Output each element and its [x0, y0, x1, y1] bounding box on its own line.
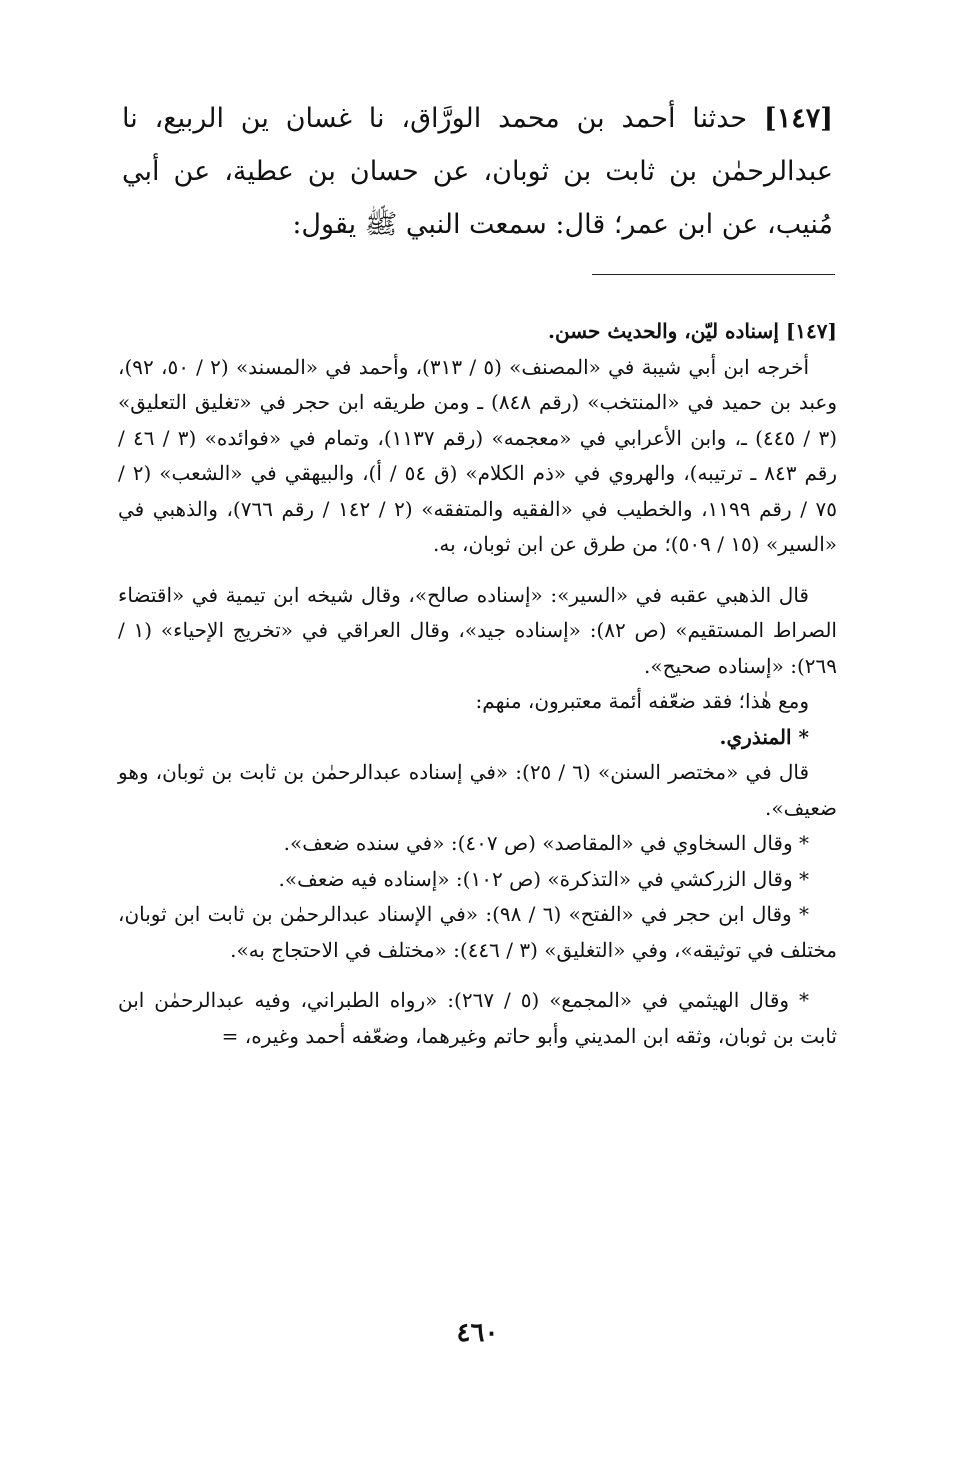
takhrij-paragraph: أخرجه ابن أبي شيبة في «المصنف» (٥ / ٣١٣)، وأحمد في «المسند» (٢ / ٥٠، ٩٢)، وعبد بن حميد في «المنتخب» (رقم ٨٤٨) ـ ومن طريقه ابن حجر في «تغليق التعليق» (٣ / ٤٤٥) ـ، وابن الأعرابي في «معجمه» (رقم ١١٣٧)، وتمام في «فوائده» (٣ / ٤٦ / رقم ٨٤٣ ـ ترتيبه)، والهروي في «ذم الكلام» (ق ٥٤ / أ)، والبيهقي في «الشعب» (٢ / ٧٥ / رقم ١١٩٩، والخطيب في «الفقيه والمتفقه» (٢ / ١٤٢ / رقم ٧٦٦)، والذهبي في «السير» (١٥ / ٥٠٩)؛ من طرق عن ابن ثوبان، به.	[118, 354, 838, 556]
sakhawi-paragraph: * وقال السخاوي في «المقاصد» (ص ٤٠٧): «في سنده ضعف».	[283, 831, 809, 855]
hadith-text: حدثنا أحمد بن محمد الورَّاق، نا غسان ين الربيع، نا عبدالرحمٰن بن ثابت بن ثوبان، عن حسان بن عطية، عن أبي مُنيب، عن ابن عمر؛ قال: سمعت النبي ﷺ يقول:	[122, 103, 833, 240]
zarkashi-paragraph: * وقال الزركشي في «التذكرة» (ص ١٠٢): «إسناده فيه ضعف».	[278, 866, 809, 891]
weakened-paragraph: ومع هٰذا؛ فقد ضعّفه أئمة معتبرون، منهم:	[475, 689, 809, 713]
mundhiri-paragraph: قال في «مختصر السنن» (٦ / ٢٥): «في إسناده عبدالرحمٰن بن ثابت بن ثوبان، وهو ضعيف».	[118, 760, 837, 820]
footnote-heading: [١٤٧] إسناده ليّن، والحديث حسن.	[548, 319, 837, 343]
dhahabi-paragraph: قال الذهبي عقبه في «السير»: «إسناده صالح»، وقال شيخه ابن تيمية في «اقتضاء الصراط المستقيم» (ص ٨٢): «إسناده جيد»، وقال العراقي في «تخريج الإحياء» (١ / ٢٦٩): «إسناده صحيح».	[118, 582, 837, 678]
haythami-paragraph: * وقال الهيثمي في «المجمع» (٥ / ٢٦٧): «رواه الطبراني، وفيه عبدالرحمٰن ابن ثابت بن ثوبان، وثقه ابن المديني وأبو حاتم وغيرهما، وضعّفه أحمد وغيره، =	[118, 988, 837, 1048]
ibn-hajar-paragraph: * وقال ابن حجر في «الفتح» (٦ / ٩٨): «في الإسناد عبدالرحمٰن بن ثابت ابن ثوبان، مختلف في توثيقه»، وفي «التغليق» (٣ / ٤٤٦): «مختلف في الاحتجاج به».	[118, 902, 837, 962]
hadith-number: [١٤٧]	[763, 103, 833, 134]
footnote-divider	[592, 274, 835, 275]
hadith-text-block	[122, 92, 833, 251]
footnotes	[118, 314, 837, 1054]
mundhiri-label: * المنذري.	[719, 724, 809, 749]
page-number: ٤٦٠	[456, 1318, 499, 1348]
